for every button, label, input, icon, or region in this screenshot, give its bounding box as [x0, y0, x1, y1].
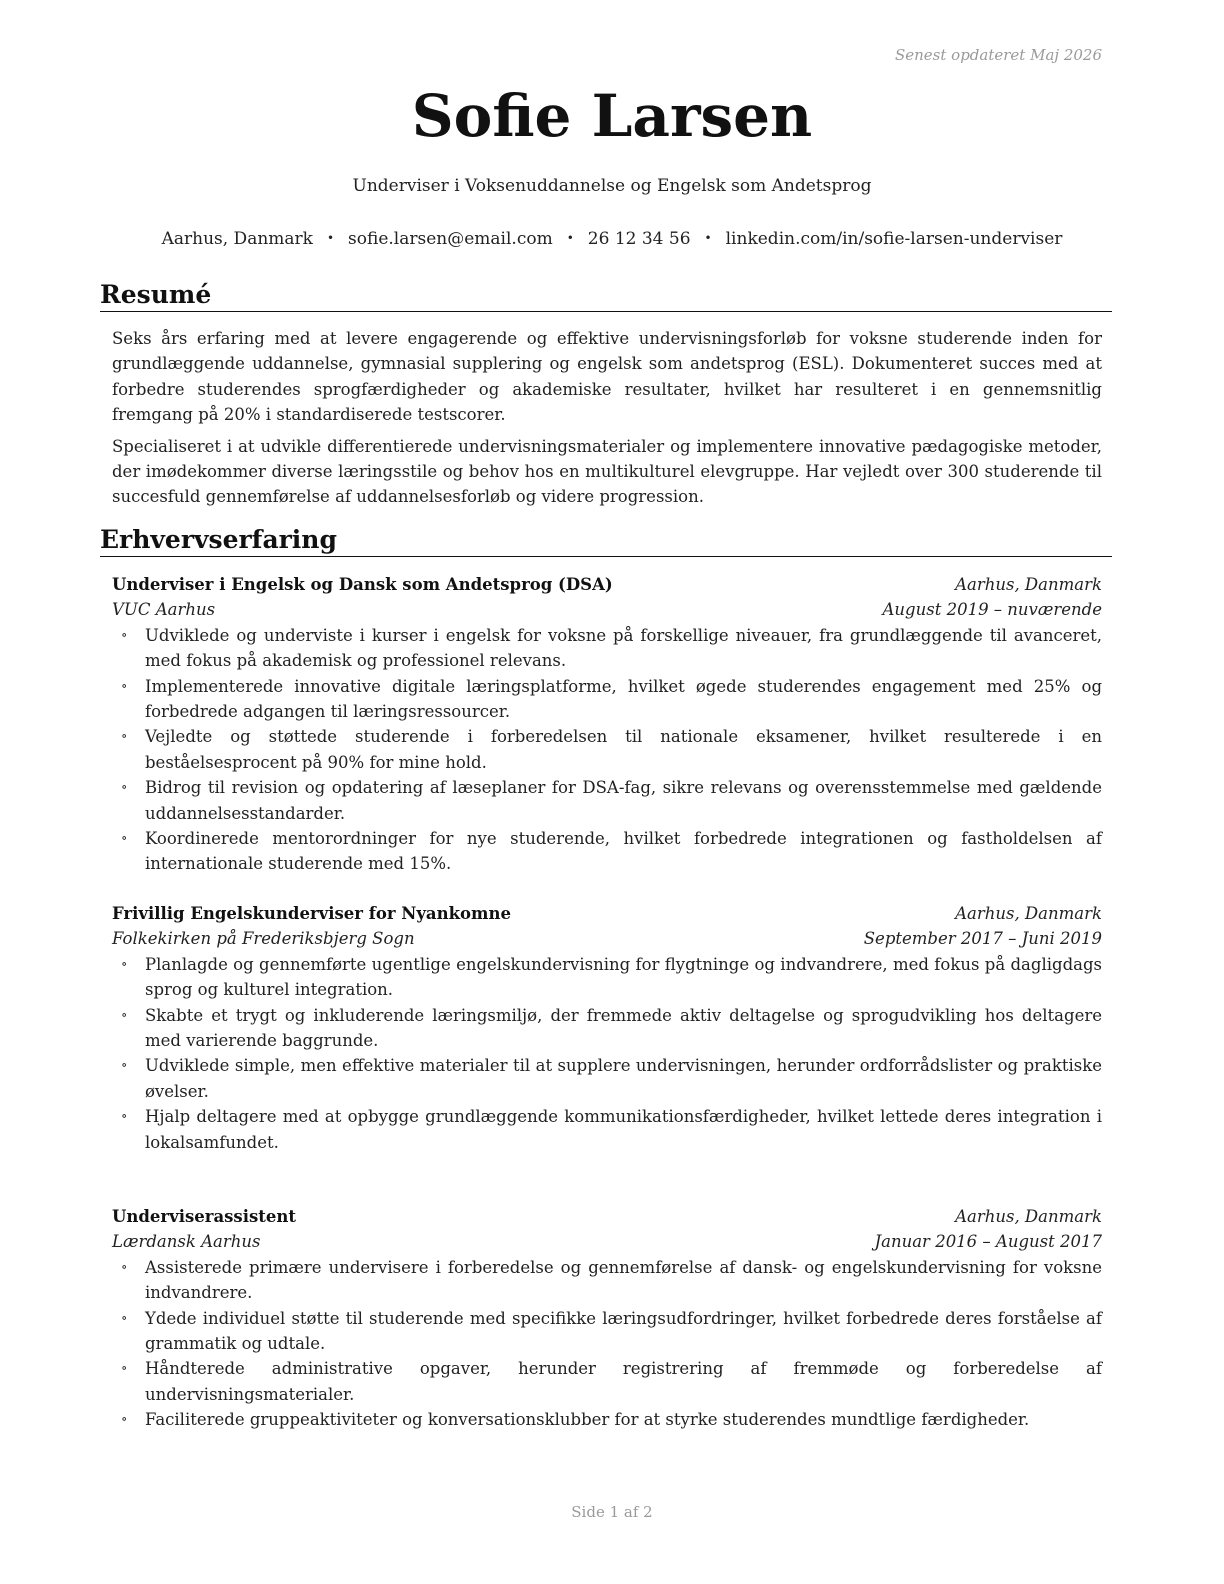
- job-organization: VUC Aarhus: [112, 600, 216, 620]
- section-heading-summary: Resumé: [100, 280, 1112, 312]
- bullet-icon: ∘: [121, 627, 128, 643]
- list-item: ∘ Assisterede primære undervisere i forberedelse og gennemførelse af dansk- og engelskundervisning for voksne indvandrere.: [112, 1255, 1102, 1306]
- job-title: Underviser i Engelsk og Dansk som Andetsprog (DSA): [112, 575, 613, 594]
- list-item: ∘ Bidrog til revision og opdatering af læseplaner for DSA-fag, sikre relevans og overensstemmelse med gældende uddannelsesstandarder.: [112, 775, 1102, 826]
- list-item: ∘ Ydede individuel støtte til studerende med specifikke læringsudfordringer, hvilket forbedrede deres forståelse af grammatik og udtale.: [112, 1306, 1102, 1357]
- job-dates: September 2017 – Juni 2019: [863, 929, 1102, 949]
- list-item: ∘ Koordinerede mentorordninger for nye studerende, hvilket forbedrede integrationen og fastholdelsen af internationale studerende med 15%.: [112, 826, 1102, 877]
- job-location: Aarhus, Danmark: [955, 904, 1102, 923]
- summary-paragraph: Seks års erfaring med at levere engagerende og effektive undervisningsforløb for voksne studerende inden for grundlæggende uddannelse, gymnasial supplering og engelsk som andetsprog (ESL). Dokumenteret succes med at forbedre studerendes sprogfærdigheder og akademiske resultater, hvilket har resulteret i en gennemsnitlig fremgang på 20% i standardiserede testscorer.: [112, 329, 1102, 425]
- job-title: Frivillig Engelskunderviser for Nyankomne: [112, 904, 512, 923]
- job-dates: Januar 2016 – August 2017: [874, 1232, 1102, 1252]
- bullet-icon: ∘: [121, 1310, 128, 1326]
- list-item: ∘ Planlagde og gennemførte ugentlige engelskundervisning for flygtninge og indvandrere, med fokus på dagligdags sprog og kulturel integration.: [112, 952, 1102, 1003]
- job-entry: [112, 572, 1102, 877]
- list-item: ∘ Hjalp deltagere med at opbygge grundlæggende kommunikationsfærdigheder, hvilket lettede deres integration i lokalsamfundet.: [112, 1104, 1102, 1155]
- contact-linkedin[interactable]: linkedin.com/in/sofie-larsen-underviser: [725, 229, 1063, 249]
- contact-phone: 26 12 34 56: [587, 229, 691, 249]
- bullet-icon: ∘: [121, 1361, 128, 1377]
- job-location: Aarhus, Danmark: [955, 575, 1102, 594]
- job-entry: [112, 1204, 1102, 1433]
- person-name: Sofie Larsen: [411, 82, 813, 150]
- bullet-icon: ∘: [121, 1109, 128, 1125]
- job-organization: Folkekirken på Frederiksbjerg Sogn: [112, 929, 415, 949]
- bullet-icon: ∘: [121, 1007, 128, 1023]
- list-item: ∘ Implementerede innovative digitale læringsplatforme, hvilket øgede studerendes engagement med 25% og forbedrede adgangen til læringsressourcer.: [112, 674, 1102, 725]
- list-item: ∘ Udviklede og underviste i kurser i engelsk for voksne på forskellige niveauer, fra grundlæggende til avanceret, med fokus på akademisk og professionel relevans.: [112, 623, 1102, 674]
- bullet-icon: ∘: [121, 1412, 128, 1428]
- job-organization: Lærdansk Aarhus: [112, 1232, 261, 1252]
- contact-line: [0, 229, 1224, 249]
- summary-text: [112, 326, 1102, 516]
- job-bullets: [112, 952, 1102, 1155]
- job-title: Underviserassistent: [112, 1207, 297, 1226]
- job-bullets: [112, 623, 1102, 877]
- bullet-icon: ∘: [121, 831, 128, 847]
- summary-paragraph: Specialiseret i at udvikle differentierede undervisningsmaterialer og implementere innovative pædagogiske metoder, der imødekommer diverse læringsstile og behov hos en multikulturel elevgruppe. Har vejledt over 300 studerende til succesfuld gennemførelse af uddannelsesforløb og videre progression.: [112, 436, 1102, 507]
- list-item: ∘ Faciliterede gruppeaktiviteter og konversationsklubber for at styrke studerendes mundtlige færdigheder.: [112, 1407, 1102, 1432]
- bullet-icon: ∘: [121, 780, 128, 796]
- job-entry: [112, 901, 1102, 1155]
- last-updated: Senest opdateret Maj 2026: [894, 46, 1102, 64]
- separator-dot: •: [326, 231, 335, 245]
- section-heading-experience: Erhvervserfaring: [100, 525, 1112, 557]
- list-item: ∘ Vejledte og støttede studerende i forberedelsen til nationale eksamener, hvilket resulterede i en beståelsesprocent på 90% for mine hold.: [112, 724, 1102, 775]
- bullet-icon: ∘: [121, 1259, 128, 1275]
- separator-dot: •: [704, 231, 712, 245]
- bullet-icon: ∘: [121, 729, 128, 745]
- professional-title: Underviser i Voksenuddannelse og Engelsk som Andetsprog: [352, 176, 872, 196]
- separator-dot: •: [566, 231, 574, 245]
- list-item: ∘ Skabte et trygt og inkluderende læringsmiljø, der fremmede aktiv deltagelse og sprogudvikling hos deltagere med varierende baggrunde.: [112, 1003, 1102, 1054]
- contact-location: Aarhus, Danmark: [161, 229, 313, 249]
- bullet-icon: ∘: [121, 678, 128, 694]
- job-dates: August 2019 – nuværende: [882, 600, 1102, 620]
- list-item: ∘ Håndterede administrative opgaver, herunder registrering af fremmøde og forberedelse af undervisningsmaterialer.: [112, 1356, 1102, 1407]
- page-number: Side 1 af 2: [571, 1503, 653, 1521]
- bullet-icon: ∘: [121, 1058, 128, 1074]
- bullet-icon: ∘: [121, 956, 128, 972]
- job-bullets: [112, 1255, 1102, 1433]
- job-location: Aarhus, Danmark: [955, 1207, 1102, 1226]
- list-item: ∘ Udviklede simple, men effektive materialer til at supplere undervisningen, herunder ordforrådslister og praktiske øvelser.: [112, 1053, 1102, 1104]
- contact-email[interactable]: sofie.larsen@email.com: [348, 229, 553, 249]
